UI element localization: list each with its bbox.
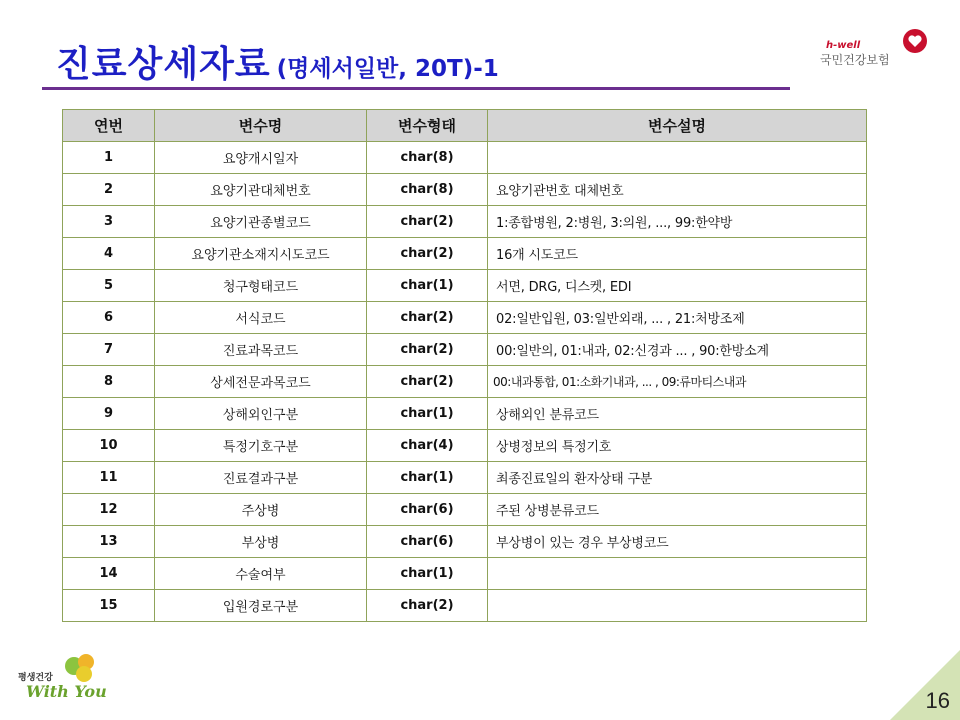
footer-slogan-small: 평생건강: [18, 673, 53, 683]
title-underline: [42, 87, 790, 90]
row-type: char(2): [367, 206, 488, 238]
row-no: 12: [63, 494, 155, 526]
slide-title-main: 진료상세자료: [56, 44, 271, 85]
row-desc: 부상병이 있는 경우 부상병코드: [488, 526, 867, 558]
row-no: 7: [63, 334, 155, 366]
row-no: 2: [63, 174, 155, 206]
row-no: 11: [63, 462, 155, 494]
table-row: [63, 590, 867, 622]
row-type: char(6): [367, 494, 488, 526]
table-row: [63, 494, 867, 526]
row-no: 15: [63, 590, 155, 622]
table-row: [63, 142, 867, 174]
row-type: char(8): [367, 142, 488, 174]
logo-name: 국민건강보험: [820, 53, 890, 67]
table-row: [63, 302, 867, 334]
row-name: 요양기관소재지시도코드: [155, 238, 367, 270]
row-type: char(2): [367, 590, 488, 622]
row-type: char(1): [367, 462, 488, 494]
row-type: char(1): [367, 270, 488, 302]
page-number: 16: [925, 688, 950, 713]
row-desc: 02:일반입원, 03:일반외래, ... , 21:처방조제: [488, 302, 867, 334]
clover-icon: [54, 652, 104, 686]
row-desc: [488, 142, 867, 174]
row-desc: 요양기관번호 대체번호: [488, 174, 867, 206]
table-row: [63, 430, 867, 462]
heart-logo-icon: [902, 28, 928, 54]
slide-title-sub: (명세서일반, 20T)-1: [276, 56, 499, 82]
row-desc: 주된 상병분류코드: [488, 494, 867, 526]
table-row: [63, 526, 867, 558]
row-desc: 16개 시도코드: [488, 238, 867, 270]
row-desc: 서면, DRG, 디스켓, EDI: [488, 270, 867, 302]
row-no: 10: [63, 430, 155, 462]
row-name: 진료결과구분: [155, 462, 367, 494]
header-type: 변수형태: [367, 110, 488, 142]
table-row: [63, 334, 867, 366]
row-name: 요양기관종별코드: [155, 206, 367, 238]
table-row: [63, 398, 867, 430]
table-row: [63, 366, 867, 398]
table-row: [63, 558, 867, 590]
row-name: 수술여부: [155, 558, 367, 590]
row-desc: 00:일반의, 01:내과, 02:신경과 ... , 90:한방소계: [488, 334, 867, 366]
row-name: 청구형태코드: [155, 270, 367, 302]
row-type: char(1): [367, 558, 488, 590]
table-row: [63, 238, 867, 270]
row-no: 4: [63, 238, 155, 270]
row-name: 요양기관대체번호: [155, 174, 367, 206]
row-no: 13: [63, 526, 155, 558]
table-header-row: [63, 110, 867, 142]
row-name: 부상병: [155, 526, 367, 558]
row-name: 특정기호구분: [155, 430, 367, 462]
logo-tagline: h-well: [826, 40, 861, 51]
row-type: char(8): [367, 174, 488, 206]
row-desc: 최종진료일의 환자상태 구분: [488, 462, 867, 494]
row-no: 14: [63, 558, 155, 590]
row-name: 진료과목코드: [155, 334, 367, 366]
row-desc: [488, 590, 867, 622]
row-desc: 1:종합병원, 2:병원, 3:의원, ..., 99:한약방: [488, 206, 867, 238]
header-no: 연번: [63, 110, 155, 142]
table-row: [63, 174, 867, 206]
row-name: 주상병: [155, 494, 367, 526]
row-name: 상세전문과목코드: [155, 366, 367, 398]
row-no: 5: [63, 270, 155, 302]
table-row: [63, 270, 867, 302]
row-no: 8: [63, 366, 155, 398]
row-name: 요양개시일자: [155, 142, 367, 174]
row-desc: 상해외인 분류코드: [488, 398, 867, 430]
row-no: 9: [63, 398, 155, 430]
row-desc: [488, 558, 867, 590]
row-no: 6: [63, 302, 155, 334]
with-you-logo: [18, 652, 108, 712]
row-type: char(4): [367, 430, 488, 462]
table-row: [63, 206, 867, 238]
row-type: char(2): [367, 334, 488, 366]
footer-slogan-with: With You: [26, 682, 107, 701]
nhis-logo: [820, 34, 930, 74]
table-row: [63, 462, 867, 494]
header-name: 변수명: [155, 110, 367, 142]
row-desc: 상병정보의 특정기호: [488, 430, 867, 462]
row-no: 3: [63, 206, 155, 238]
row-no: 1: [63, 142, 155, 174]
row-type: char(2): [367, 238, 488, 270]
row-name: 입원경로구분: [155, 590, 367, 622]
row-desc: 00:내과통합, 01:소화기내과, ... , 09:류마티스내과: [488, 366, 867, 398]
slide-title: [56, 36, 499, 87]
row-type: char(1): [367, 398, 488, 430]
row-type: char(2): [367, 302, 488, 334]
row-name: 상해외인구분: [155, 398, 367, 430]
row-type: char(2): [367, 366, 488, 398]
row-type: char(6): [367, 526, 488, 558]
variable-table: [62, 109, 867, 622]
header-desc: 변수설명: [488, 110, 867, 142]
row-name: 서식코드: [155, 302, 367, 334]
